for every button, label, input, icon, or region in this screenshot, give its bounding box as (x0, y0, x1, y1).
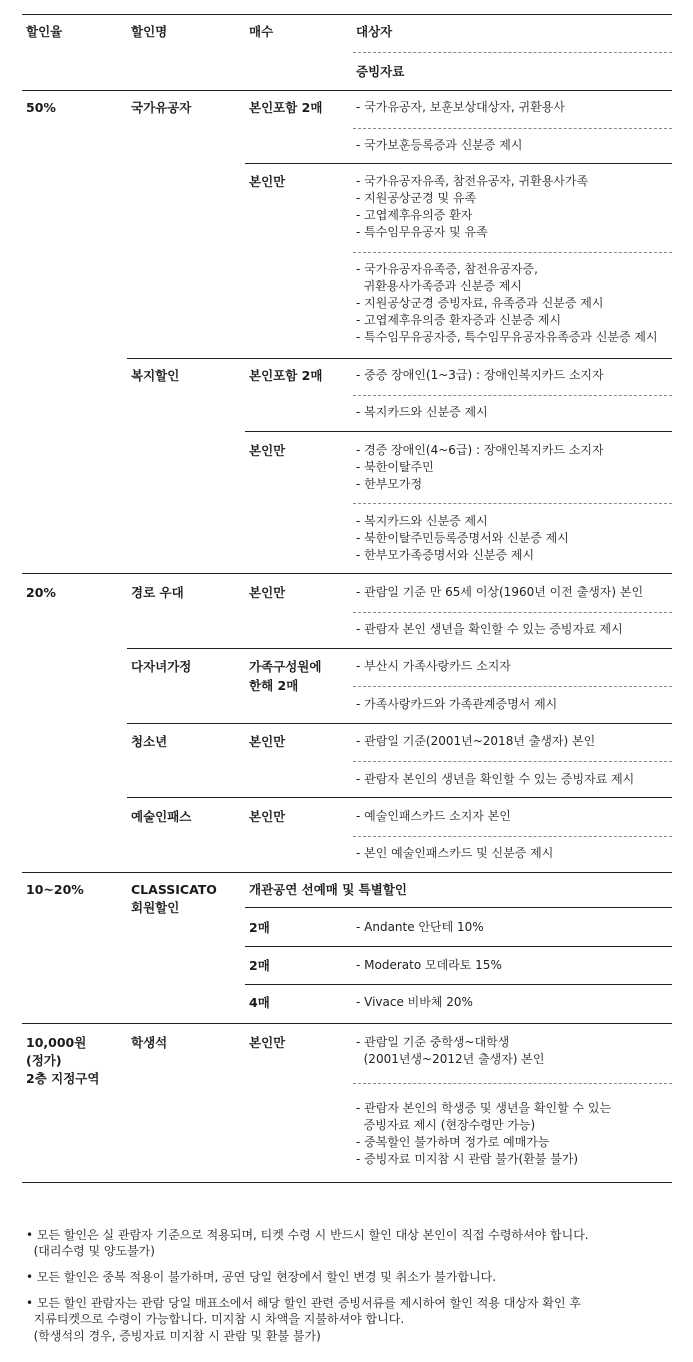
target-line: - 한부모가정 (356, 477, 423, 491)
qty-welfare-1: 본인포함 2매 (249, 368, 323, 383)
section-divider (127, 797, 672, 798)
discount-name-arts: 예술인패스 (131, 809, 192, 824)
row-divider (353, 503, 672, 504)
target-line: - 경증 장애인(4~6급) : 장애인복지카드 소지자 (356, 443, 604, 457)
qty-welfare-2: 본인만 (249, 443, 286, 458)
target-line: - 고엽제후유의증 환자 (356, 208, 473, 222)
row-divider (353, 252, 672, 253)
proof-line: - 본인 예술인패스카드 및 신분증 제시 (356, 846, 554, 860)
rate-student: 2층 지정구역 (26, 1071, 100, 1086)
row-divider (353, 1083, 672, 1084)
rate-20: 20% (26, 585, 56, 600)
target-line: - 국가유공자, 보훈보상대상자, 귀환용사 (356, 100, 565, 114)
section-divider (127, 358, 672, 359)
target-line: (2001년생~2012년 출생자) 본인 (356, 1052, 545, 1066)
header-target: 대상자 (356, 24, 393, 39)
header-proof: 증빙자료 (356, 64, 405, 79)
section-divider (127, 723, 672, 724)
target-line: - 지원공상군경 및 유족 (356, 191, 477, 205)
target-line: - 관람일 기준 만 65세 이상(1960년 이전 출생자) 본인 (356, 585, 644, 599)
group-divider (245, 163, 672, 164)
proof-line: - 증빙자료 미지참 시 관람 불가(환불 불가) (356, 1152, 579, 1166)
row-divider (353, 686, 672, 687)
table-bottom-border (22, 1182, 672, 1183)
header-divider (353, 52, 672, 53)
note-line: • 모든 할인은 중복 적용이 불가하며, 공연 당일 현장에서 할인 변경 및 취소가 불가합니다. (26, 1270, 497, 1284)
tier-desc: - Moderato 모데라토 15% (356, 958, 502, 972)
qty-tier: 4매 (249, 995, 270, 1010)
group-divider (245, 907, 672, 908)
proof-line: - 관람자 본인 생년을 확인할 수 있는 증빙자료 제시 (356, 622, 623, 636)
qty-family: 가족구성원에 (249, 659, 322, 674)
tier-desc: - Andante 안단테 10% (356, 920, 484, 934)
target-line: - 관람일 기준 중학생~대학생 (356, 1035, 510, 1049)
qty-veteran-2: 본인만 (249, 174, 286, 189)
row-divider (353, 836, 672, 837)
rate-divider (22, 1023, 672, 1024)
header-qty: 매수 (249, 24, 274, 39)
proof-line: - 복지카드와 신분증 제시 (356, 405, 488, 419)
rate-student: 10,000원 (26, 1035, 87, 1050)
header-rate: 할인율 (26, 24, 63, 39)
proof-line: - 특수임무유공자증, 특수임무유공자유족증과 신분증 제시 (356, 330, 658, 344)
proof-line: 귀환용사가족증과 신분증 제시 (356, 279, 522, 293)
section-divider (127, 648, 672, 649)
target-line: - 관람일 기준(2001년~2018년 출생자) 본인 (356, 734, 596, 748)
discount-name-veteran: 국가유공자 (131, 100, 192, 115)
discount-name-welfare: 복지할인 (131, 368, 180, 383)
qty-tier: 2매 (249, 958, 270, 973)
discount-name-student: 학생석 (131, 1035, 168, 1050)
row-divider (353, 128, 672, 129)
proof-line: - 관람자 본인의 학생증 및 생년을 확인할 수 있는 (356, 1101, 612, 1115)
discount-name-family: 다자녀가정 (131, 659, 192, 674)
note-line: (학생석의 경우, 증빙자료 미지참 시 관람 및 환불 불가) (26, 1329, 321, 1343)
qty-family: 한해 2매 (249, 678, 299, 693)
proof-line: - 중복할인 불가하며 정가로 예매가능 (356, 1135, 550, 1149)
row-divider (353, 612, 672, 613)
classicato-title: 개관공연 선예매 및 특별할인 (249, 882, 407, 897)
rate-student: (정가) (26, 1053, 62, 1068)
proof-line: - 관람자 본인의 생년을 확인할 수 있는 증빙자료 제시 (356, 772, 635, 786)
discount-name-classicato: 회원할인 (131, 900, 180, 915)
target-line: - 부산시 가족사랑카드 소지자 (356, 659, 511, 673)
note-line: • 모든 할인은 실 관람자 기준으로 적용되며, 티켓 수령 시 반드시 할인 대상 본인이 직접 수령하셔야 합니다. (26, 1228, 589, 1242)
group-divider (245, 946, 672, 947)
target-line: - 중증 장애인(1~3급) : 장애인복지카드 소지자 (356, 368, 604, 382)
target-line: - 국가유공자유족, 참전유공자, 귀환용사가족 (356, 174, 589, 188)
discount-name-senior: 경로 우대 (131, 585, 184, 600)
header-name: 할인명 (131, 24, 168, 39)
rate-50: 50% (26, 100, 56, 115)
group-divider (245, 984, 672, 985)
target-line: - 북한이탈주민 (356, 460, 434, 474)
tier-desc: - Vivace 비바체 20% (356, 995, 473, 1009)
table-top-border (22, 14, 672, 15)
proof-line: - 고엽제후유의증 환자증과 신분증 제시 (356, 313, 562, 327)
qty-student: 본인만 (249, 1035, 286, 1050)
proof-line: 증빙자료 제시 (현장수령만 가능) (356, 1118, 536, 1132)
proof-line: - 지원공상군경 증빙자료, 유족증과 신분증 제시 (356, 296, 604, 310)
target-line: - 특수임무유공자 및 유족 (356, 225, 488, 239)
proof-line: - 북한이탈주민등록증명서와 신분증 제시 (356, 531, 569, 545)
proof-line: - 국가유공자유족증, 참전유공자증, (356, 262, 538, 276)
target-line: - 예술인패스카드 소지자 본인 (356, 809, 511, 823)
qty-senior: 본인만 (249, 585, 286, 600)
row-divider (353, 395, 672, 396)
rate-divider (22, 872, 672, 873)
qty-youth: 본인만 (249, 734, 286, 749)
note-line: (대리수령 및 양도불가) (26, 1244, 155, 1258)
proof-line: - 가족사랑카드와 가족관계증명서 제시 (356, 697, 558, 711)
note-line: • 모든 할인 관람자는 관람 당일 매표소에서 해당 할인 관련 증빙서류를 제시하여 할인 적용 대상자 확인 후 (26, 1296, 581, 1310)
qty-tier: 2매 (249, 920, 270, 935)
proof-line: - 복지카드와 신분증 제시 (356, 514, 488, 528)
row-divider (353, 761, 672, 762)
note-line: 지류티켓으로 수령이 가능합니다. 미지참 시 차액을 지불하셔야 합니다. (26, 1312, 405, 1326)
proof-line: - 한부모가족증명서와 신분증 제시 (356, 548, 535, 562)
header-bottom-border (22, 90, 672, 91)
qty-arts: 본인만 (249, 809, 286, 824)
rate-10-20: 10~20% (26, 882, 84, 897)
group-divider (245, 431, 672, 432)
discount-name-classicato: CLASSICATO (131, 882, 217, 897)
rate-divider (22, 573, 672, 574)
qty-veteran-1: 본인포함 2매 (249, 100, 323, 115)
discount-name-youth: 청소년 (131, 734, 168, 749)
proof-line: - 국가보훈등록증과 신분증 제시 (356, 138, 523, 152)
